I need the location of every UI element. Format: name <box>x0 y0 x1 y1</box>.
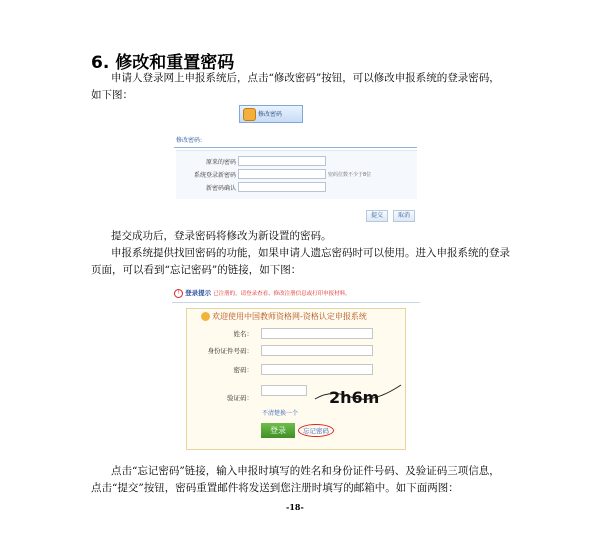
forgot-steps-line-1: 点击“忘记密码”链接，输入申报时填写的姓名和身份证件号码、及验证码三项信息， <box>111 465 500 477</box>
recover-line-1: 申报系统提供找回密码的功能，如果申请人遗忘密码时可以使用。进入申报系统的登录 <box>111 247 510 259</box>
captcha-input[interactable] <box>261 385 307 396</box>
login-button[interactable]: 登录 <box>261 423 295 438</box>
password-input[interactable] <box>261 364 373 375</box>
welcome-banner <box>201 311 367 322</box>
login-form <box>186 308 406 450</box>
change-password-button-label: 修改密码 <box>258 111 283 118</box>
confirm-password-input[interactable] <box>238 182 326 192</box>
intro-line-2: 如下图： <box>91 89 133 101</box>
captcha-text: 2h6m <box>329 388 380 407</box>
new-password-input[interactable] <box>238 169 326 179</box>
cancel-button[interactable]: 取消 <box>393 210 415 222</box>
info-icon: ! <box>174 289 183 298</box>
divider <box>174 147 417 148</box>
id-number-label: 身份证件号码： <box>207 347 253 355</box>
name-label: 姓名： <box>233 330 253 338</box>
intro-line-1: 申请人登录网上申报系统后，点击“修改密码”按钮，可以修改申报系统的登录密码， <box>111 72 500 84</box>
login-notice-text: 已注册的，请登录查看、修改注册信息或打印申报材料。 <box>213 291 351 297</box>
password-length-note: 密码位数不少于8位 <box>328 172 372 178</box>
change-password-button[interactable] <box>239 105 303 123</box>
login-notice-title: 登录提示 <box>185 289 212 297</box>
after-submit-text: 提交成功后，登录密码将修改为新设置的密码。 <box>111 230 332 242</box>
old-password-label: 原来的密码 <box>205 159 236 166</box>
change-password-panel-title: 修改密码: <box>176 137 203 144</box>
page-number: -18- <box>286 502 304 512</box>
welcome-text: 欢迎使用中国教师资格网-资格认定申报系统 <box>212 312 367 321</box>
login-notice <box>174 288 351 298</box>
change-password-screenshot <box>172 100 419 222</box>
user-icon <box>201 312 210 321</box>
change-password-form <box>176 150 417 199</box>
section-heading: 6. 修改和重置密码 <box>91 53 235 73</box>
confirm-password-label: 新密码确认 <box>205 185 236 192</box>
old-password-input[interactable] <box>238 156 326 166</box>
recover-line-2: 页面，可以看到“忘记密码”的链接，如下图： <box>91 264 302 276</box>
login-screenshot <box>168 284 423 454</box>
captcha-image <box>311 379 407 409</box>
refresh-captcha-link[interactable]: 不清楚换一个 <box>262 410 299 417</box>
id-number-input[interactable] <box>261 345 373 356</box>
key-icon <box>243 108 256 121</box>
new-password-label: 系统登录新密码 <box>193 172 236 179</box>
captcha-label: 验证码： <box>227 394 253 402</box>
name-input[interactable] <box>261 328 373 339</box>
forgot-steps-line-2: 点击“提交”按钮，密码重置邮件将发送到您注册时填写的邮箱中。如下面两图： <box>91 482 459 494</box>
password-label: 密码： <box>233 366 253 374</box>
divider <box>172 302 420 303</box>
forgot-password-link[interactable]: 忘记密码 <box>298 424 334 437</box>
submit-button[interactable]: 提交 <box>366 210 388 222</box>
